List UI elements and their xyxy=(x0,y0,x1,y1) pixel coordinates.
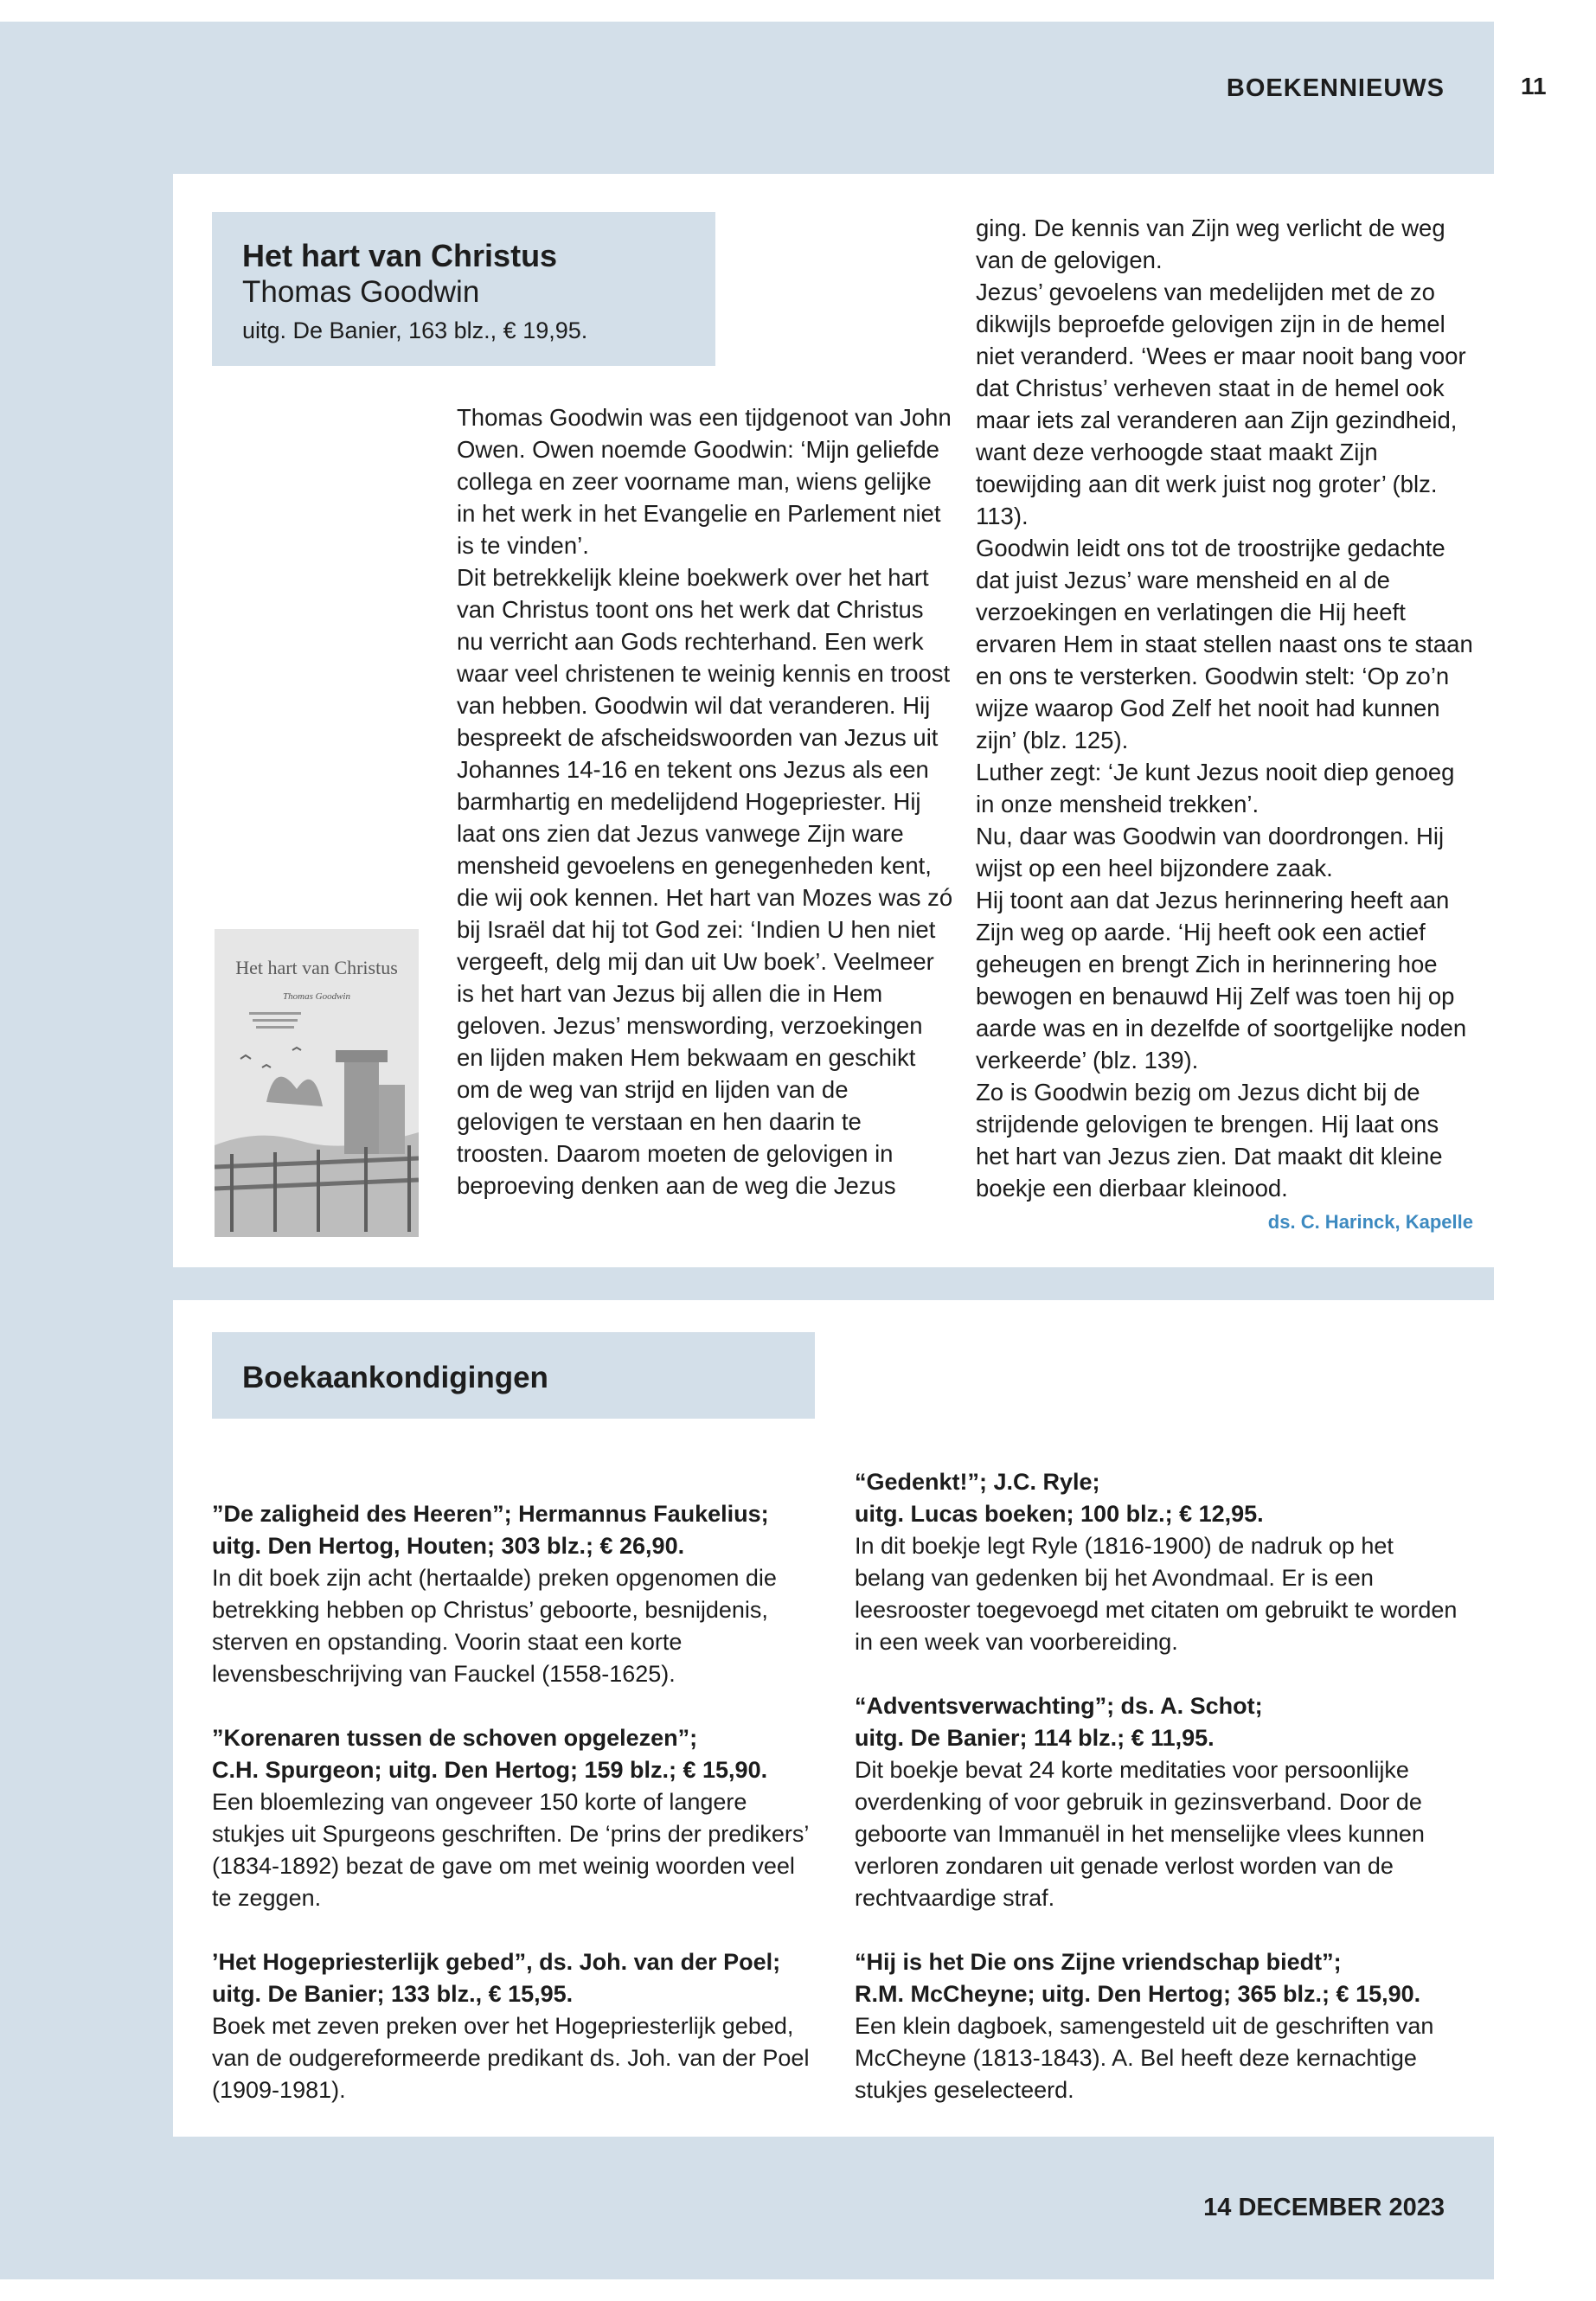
issue-date: 14 DECEMBER 2023 xyxy=(1203,2194,1445,2221)
announcement-text: Een klein dagboek, samengesteld uit de geschriften van McCheyne (1813-1843). A. Bel heeft deze kernachtige stukjes geselecteerd. xyxy=(855,2013,1434,2103)
announcement-item xyxy=(855,1946,1460,2106)
announcement-item xyxy=(855,1466,1460,1658)
announcement-heading: “Hij is het Die ons Zijne vriendschap biedt”; xyxy=(855,1949,1342,1975)
review-paragraph: Luther zegt: ‘Je kunt Jezus nooit diep genoeg in onze mensheid trekken’. xyxy=(976,759,1455,817)
announcement-heading: ’Het Hogepriesterlijk gebed”, ds. Joh. van der Poel; xyxy=(212,1949,781,1975)
review-column-right xyxy=(976,212,1473,1238)
announcement-item xyxy=(212,1946,817,2106)
announcement-text: In dit boekje legt Ryle (1816-1900) de nadruk op het belang van gedenken bij het Avondmaal. Er is een leesrooster toegevoegd met citaten om gebruikt te worden in een week van voorbereiding. xyxy=(855,1533,1458,1655)
review-paragraph: Thomas Goodwin was een tijdgenoot van John Owen. Owen noemde Goodwin: ‘Mijn geliefde collega en zeer voorname man, wiens gelijke in het werk in het Evangelie en Parlement niet is te vinden’. xyxy=(457,404,952,559)
announcement-item xyxy=(212,1498,817,1690)
cover-illustration xyxy=(215,929,419,1237)
review-paragraph: Nu, daar was Goodwin van doordrongen. Hij wijst op een heel bijzondere zaak. xyxy=(976,823,1445,881)
announcement-publisher: C.H. Spurgeon; uitg. Den Hertog; 159 blz.; € 15,90. xyxy=(212,1757,768,1783)
announcement-publisher: R.M. McCheyne; uitg. Den Hertog; 365 blz.; € 15,90. xyxy=(855,1981,1421,2007)
announcement-publisher: uitg. De Banier; 114 blz.; € 11,95. xyxy=(855,1725,1215,1751)
review-paragraph: Zo is Goodwin bezig om Jezus dicht bij de strijdende gelovigen te brengen. Hij laat ons het hart van Jezus zien. Dat maakt dit kleine boekje een dierbaar kleinood. xyxy=(976,1079,1443,1202)
section-label: BOEKENNIEUWS xyxy=(1226,74,1445,102)
announcement-heading: “Adventsverwachting”; ds. A. Schot; xyxy=(855,1693,1263,1719)
page-number: 11 xyxy=(1521,73,1547,99)
review-column-left xyxy=(457,401,954,1202)
review-paragraph: Dit betrekkelijk kleine boekwerk over het hart van Christus toont ons het werk dat Christus nu verricht aan Gods rechterhand. Een werk waar veel christenen te weinig kennis en troost van hebben. Goodwin wil dat veranderen. Hij bespreekt de afscheidswoorden van Jezus uit Johannes 14-16 en tekent ons Jezus als een barmhartig en medelijdend Hogepriester. Hij laat ons zien dat Jezus vanwege Zijn ware mensheid gevoelens en genegenheden kent, die wij ook kennen. Het hart van Mozes was zó bij Israël dat hij tot God zei: ‘Indien U hen niet vergeeft, delg mij dan uit Uw boek’. Veelmeer is het hart van Jezus bij allen die in Hem geloven. Jezus’ menswording, verzoekingen en lijden maken Hem bekwaam en geschikt om de weg van strijd en lijden van de gelovigen te verstaan en hen daarin te troosten. Daarom moeten de gelovigen in beproeving denken aan de weg die Jezus xyxy=(457,564,953,1199)
review-signature: ds. C. Harinck, Kapelle xyxy=(1267,1211,1473,1233)
review-header xyxy=(212,212,715,366)
announcements-column-right xyxy=(855,1466,1460,2138)
announcement-publisher: uitg. Den Hertog, Houten; 303 blz.; € 26,90. xyxy=(212,1533,685,1559)
review-panel xyxy=(173,174,1498,1267)
review-paragraph: Jezus’ gevoelens van medelijden met de zo dikwijls beproefde gelovigen zijn in de hemel niet veranderd. ‘Wees er maar nooit bang voor dat Christus’ verheven staat in de hemel ook maar iets zal veranderen aan Zijn gezindheid, want deze verhoogde staat maakt Zijn toewijding aan dit werk juist nog groter’ (blz. 113). xyxy=(976,279,1466,529)
review-title: Het hart van Christus xyxy=(242,238,558,273)
review-publisher: uitg. De Banier, 163 blz., € 19,95. xyxy=(242,317,588,343)
review-paragraph: Goodwin leidt ons tot de troostrijke gedachte dat juist Jezus’ ware mensheid en al de verzoekingen en verlatingen die Hij heeft ervaren Hem in staat stellen naast ons te staan en ons te versterken. Goodwin stelt: ‘Op zo’n wijze waarop God Zelf het nooit had kunnen zijn’ (blz. 125). xyxy=(976,535,1473,753)
announcements-panel xyxy=(173,1300,1498,2137)
cover-title: Het hart van Christus xyxy=(235,957,398,978)
book-cover xyxy=(215,929,419,1237)
announcement-heading: “Gedenkt!”; J.C. Ryle; xyxy=(855,1469,1100,1495)
announcements-title: Boekaankondigingen xyxy=(242,1361,548,1394)
review-paragraph: ging. De kennis van Zijn weg verlicht de weg van de gelovigen. xyxy=(976,215,1445,273)
announcement-item xyxy=(212,1722,817,1914)
announcement-heading: ”Korenaren tussen de schoven opgelezen”; xyxy=(212,1725,698,1751)
announcements-column-left xyxy=(212,1498,817,2138)
announcement-text: In dit boek zijn acht (hertaalde) preken opgenomen die betrekking hebben op Christus’ geboorte, besnijdenis, sterven en opstanding. Voorin staat een korte levensbeschrijving van Fauckel (1558-1625). xyxy=(212,1565,777,1687)
announcement-text: Dit boekje bevat 24 korte meditaties voor persoonlijke overdenking of voor gebruik in gezinsverband. Door de geboorte van Immanuël in het menselijke vlees kunnen verloren zondaren uit genade verlost worden van de rechtvaardige straf. xyxy=(855,1757,1425,1911)
announcement-text: Een bloemlezing van ongeveer 150 korte of langere stukjes uit Spurgeons geschriften. De ‘prins der predikers’ (1834-1892) bezat de gave om met weinig woorden veel te zeggen. xyxy=(212,1789,809,1911)
announcement-publisher: uitg. De Banier; 133 blz., € 15,95. xyxy=(212,1981,574,2007)
review-paragraph: Hij toont aan dat Jezus herinnering heeft aan Zijn weg op aarde. ‘Hij heeft ook een actief geheugen en brengt Zich in herinnering hoe bewogen en benauwd Hij Zelf was toen hij op aarde was en in dezelfde of soortgelijke noden verkeerde’ (blz. 139). xyxy=(976,887,1467,1074)
announcement-publisher: uitg. Lucas boeken; 100 blz.; € 12,95. xyxy=(855,1501,1264,1527)
review-author: Thomas Goodwin xyxy=(242,275,480,309)
cover-author: Thomas Goodwin xyxy=(283,991,350,1002)
announcements-header xyxy=(212,1332,815,1419)
announcement-item xyxy=(855,1690,1460,1914)
announcement-heading: ”De zaligheid des Heeren”; Hermannus Faukelius; xyxy=(212,1501,769,1527)
announcement-text: Boek met zeven preken over het Hogepriesterlijk gebed, van de oudgereformeerde predikant ds. Joh. van der Poel (1909-1981). xyxy=(212,2013,810,2103)
